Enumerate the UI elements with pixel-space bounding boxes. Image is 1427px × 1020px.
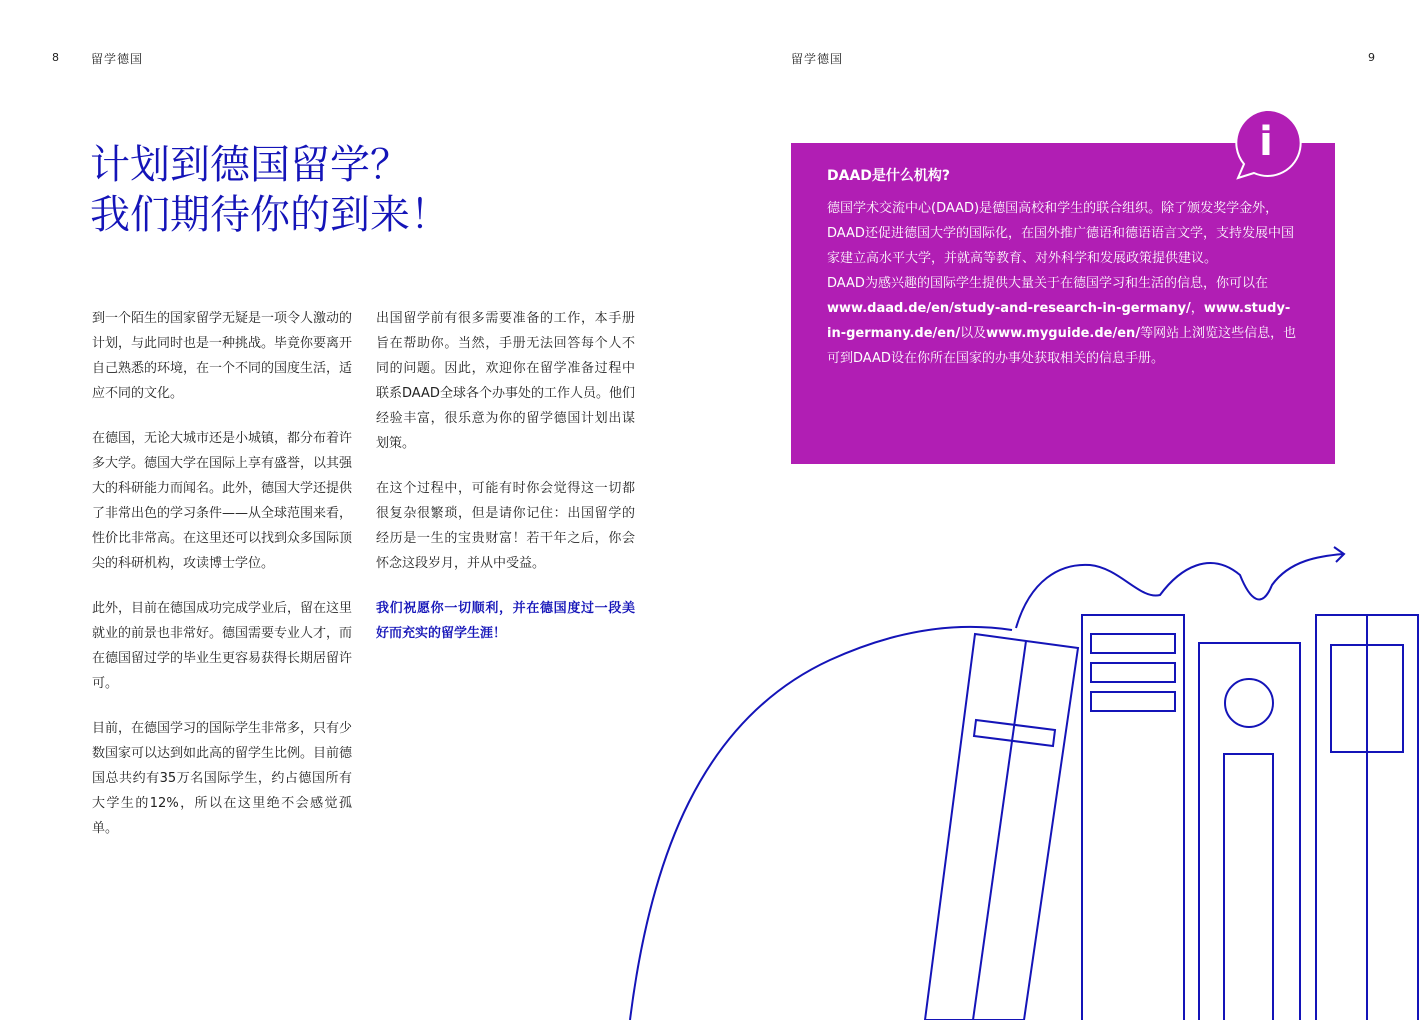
book-spine-line (973, 641, 1026, 1020)
info-box-paragraph-1: 德国学术交流中心(DAAD)是德国高校和学生的联合组织。除了颁发奖学金外，DAAD还促进德国大学的国际化，在国外推广德语和德语语言文学，支持发展中国家建立高水平大学，并就高等教育、对外科学和发展政策提供建议。 (827, 201, 1294, 266)
page-number-right: 9 (1368, 51, 1375, 64)
book-label (1091, 692, 1175, 711)
body-column-1 (92, 306, 352, 861)
page-title (90, 140, 710, 240)
title-line-1: 计划到德国留学？ (90, 142, 410, 188)
link-myguide[interactable]: www.myguide.de/en/ (986, 326, 1141, 341)
paragraph: 出国留学前有很多需要准备的工作，本手册旨在帮助你。当然，手册无法回答每个人不同的问题。因此，欢迎你在留学准备过程中联系DAAD全球各个办事处的工作人员。他们经验丰富，很乐意为你的留学德国计划出谋划策。 (376, 311, 635, 451)
paragraph: 在这个过程中，可能有时你会觉得这一切都很复杂很繁琐，但是请你记住：出国留学的经历是一生的宝贵财富！若干年之后，你会怀念这段岁月，并从中受益。 (376, 481, 635, 571)
tilted-book (925, 634, 1078, 1020)
closing-wish: 我们祝愿你一切顺利，并在德国度过一段美好而充实的留学生涯！ (376, 601, 635, 641)
book-label (974, 720, 1055, 746)
info-text: 等网站上浏览这些信息，也可到DAAD设在你所在国家的办事处获取相关的信息手册。 (827, 326, 1297, 366)
paragraph: 在德国，无论大城市还是小城镇，都分布着许多大学。德国大学在国际上享有盛誉，以其强大的科研能力而闻名。此外，德国大学还提供了非常出色的学习条件——从全球范围来看，性价比非常高。在这里还可以找到众多国际顶尖的科研机构，攻读博士学位。 (92, 431, 353, 571)
running-head-right: 留学德国 (791, 52, 844, 66)
running-head-left: 留学德国 (91, 52, 144, 66)
link-study-in-germany[interactable]: www.study-in-germany.de/en/ (827, 301, 1291, 341)
book-label (1224, 754, 1273, 1020)
book-label (1091, 663, 1175, 682)
book-label (1091, 634, 1175, 653)
info-icon-glyph: i (1259, 119, 1273, 165)
title-line-2: 我们期待你的到来！ (90, 192, 450, 238)
loop-line (1016, 554, 1343, 628)
info-speech-bubble-icon (1230, 108, 1302, 182)
paragraph: 目前，在德国学习的国际学生非常多，只有少数国家可以达到如此高的留学生比例。目前德国总共约有35万名国际学生，约占德国所有大学生的12%，所以在这里绝不会感觉孤单。 (92, 721, 353, 836)
info-text: ， (1190, 301, 1204, 316)
paragraph: 此外，目前在德国成功完成学业后，留在这里就业的前景也非常好。德国需要专业人才，而在德国留过学的毕业生更容易获得长期居留许可。 (92, 601, 353, 691)
info-text: 以及 (960, 326, 987, 341)
link-daad-study[interactable]: www.daad.de/en/study-and-research-in-germany/ (827, 301, 1191, 316)
book-3 (1199, 643, 1300, 1020)
daad-info-box (791, 143, 1335, 464)
arc-line (630, 627, 1012, 1020)
info-box-heading: DAAD是什么机构? (827, 168, 951, 184)
paragraph: 到一个陌生的国家留学无疑是一项令人激动的计划，与此同时也是一种挑战。毕竟你要离开自己熟悉的环境，在一个不同的国度生活，适应不同的文化。 (92, 311, 353, 401)
book-circle-label (1225, 679, 1273, 727)
books-on-shelf-illustration (620, 540, 1427, 1020)
book-2 (1082, 615, 1184, 1020)
body-column-2 (376, 306, 635, 666)
page-number-left: 8 (52, 51, 59, 64)
info-box-paragraph-2 (827, 271, 1301, 371)
info-text: DAAD为感兴趣的国际学生提供大量关于在德国学习和生活的信息，你可以在 (827, 276, 1268, 291)
